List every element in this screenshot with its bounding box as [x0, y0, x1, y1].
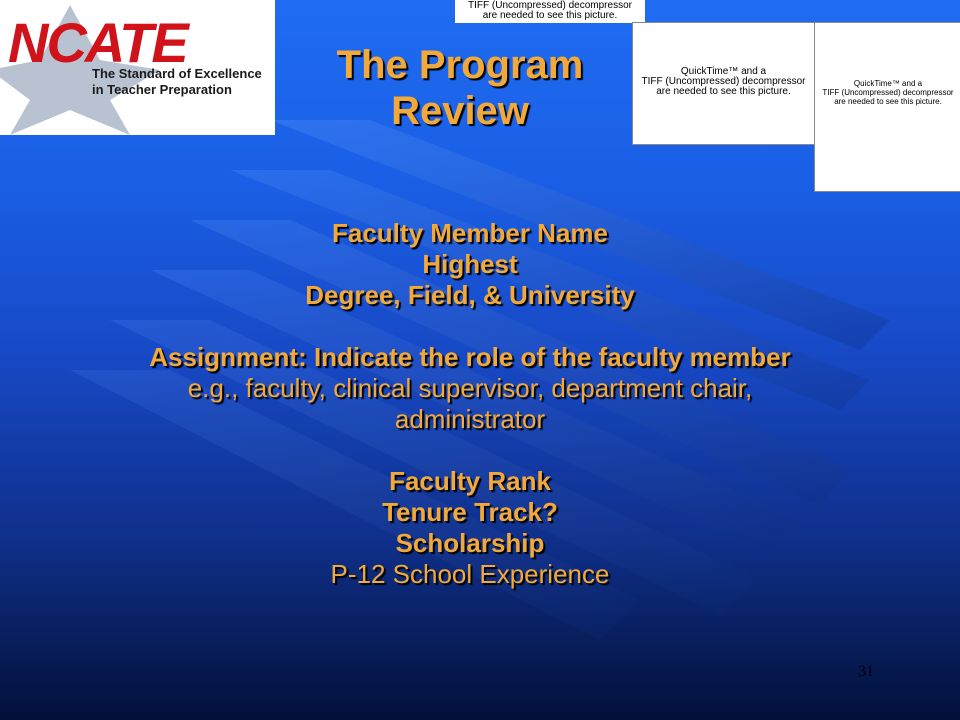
scholarship: Scholarship	[395, 528, 545, 558]
logo-wordmark: NCATE	[8, 11, 187, 74]
title-line-2: Review	[391, 89, 529, 133]
placeholder-text-line: QuickTime™ and a	[853, 79, 923, 88]
slide-body	[40, 218, 900, 590]
placeholder-text-line: are needed to see this picture.	[482, 10, 618, 21]
assignment-example-1: e.g., faculty, clinical supervisor, department chair,	[187, 373, 753, 403]
highest-label: Highest	[422, 249, 518, 279]
placeholder-text-line: TIFF (Uncompressed) decompressor	[641, 76, 806, 87]
placeholder-text-line: are needed to see this picture.	[656, 86, 791, 97]
page-number: 31	[858, 663, 874, 680]
ncate-logo	[0, 0, 275, 135]
title-line-1: The Program	[336, 43, 584, 87]
degree-field-university: Degree, Field, & University	[305, 280, 635, 310]
placeholder-text-line: are needed to see this picture.	[834, 97, 942, 106]
p12-school-experience: P-12 School Experience	[330, 559, 610, 589]
missing-image-placeholder-top	[455, 0, 645, 23]
placeholder-text-line: TIFF (Uncompressed) decompressor	[822, 88, 954, 97]
logo-tagline-2: in Teacher Preparation	[92, 82, 232, 97]
logo-tagline-1: The Standard of Excellence	[92, 66, 262, 81]
tenure-track: Tenure Track?	[382, 497, 558, 527]
slide-title	[300, 42, 620, 134]
missing-image-placeholder-b	[814, 22, 960, 192]
placeholder-text-line: QuickTime™ and a	[680, 66, 767, 77]
faculty-member-name: Faculty Member Name	[332, 218, 608, 248]
placeholder-text-line: TIFF (Uncompressed) decompressor	[468, 0, 632, 11]
assignment-example-2: administrator	[394, 404, 546, 434]
assignment-heading: Assignment: Indicate the role of the faculty member	[149, 342, 791, 372]
missing-image-placeholder-a	[632, 22, 815, 145]
faculty-rank: Faculty Rank	[389, 466, 551, 496]
